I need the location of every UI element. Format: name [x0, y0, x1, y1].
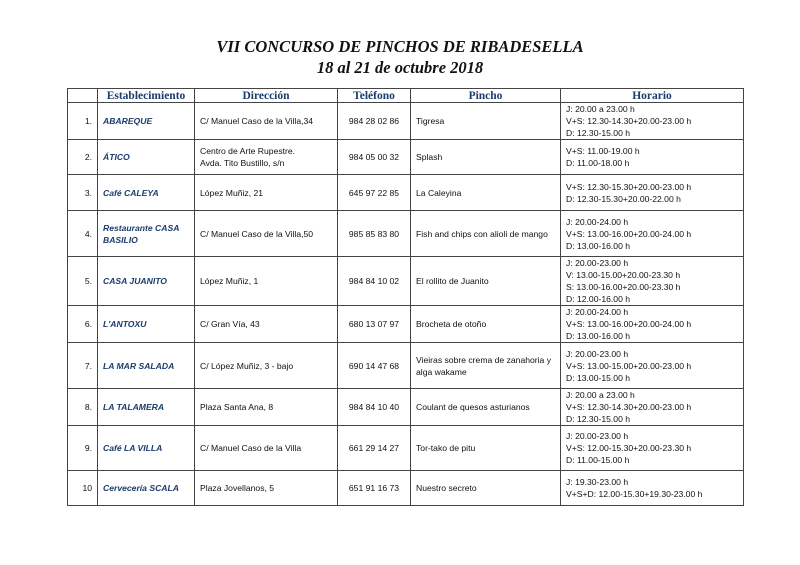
header-telefono: Teléfono	[338, 89, 411, 103]
row-number: 8.	[68, 389, 98, 426]
direccion-cell	[195, 306, 338, 343]
establecimiento-name: ÁTICO	[103, 152, 130, 162]
horario-cell	[561, 175, 744, 211]
direccion-cell	[195, 140, 338, 175]
pincho-cell	[411, 211, 561, 257]
telefono-cell: 680 13 07 97	[338, 306, 411, 343]
pincho-cell	[411, 257, 561, 306]
document-subtitle: 18 al 21 de octubre 2018	[316, 58, 484, 77]
horario-line: J: 20.00-23.00 h	[566, 348, 629, 359]
direccion-line: Centro de Arte Rupestre.	[200, 146, 296, 156]
pincho-cell	[411, 175, 561, 211]
establecimiento-name: LA TALAMERA	[103, 402, 165, 412]
horario-line: V+S: 12.30-14.30+20.00-23.00 h	[566, 116, 692, 126]
pincho-line: El rollito de Juanito	[416, 276, 489, 286]
horario-line: D: 12.30-15.00 h	[566, 128, 631, 138]
horario-line: D: 12.30-15.00 h	[566, 414, 631, 424]
telefono-cell: 690 14 47 68	[338, 343, 411, 389]
horario-line: V+S: 13.00-16.00+20.00-24.00 h	[566, 228, 692, 239]
horario-line: D: 13.00-16.00 h	[566, 240, 631, 251]
direccion-line: C/ Manuel Caso de la Villa,34	[200, 116, 314, 126]
establecimiento-cell	[98, 389, 195, 426]
table-row	[68, 343, 744, 389]
direccion-cell	[195, 211, 338, 257]
pincho-line: Tor-tako de pitu	[416, 443, 476, 453]
row-number: 10	[68, 471, 98, 506]
header-establecimiento: Establecimiento	[98, 89, 195, 103]
telefono-cell: 984 84 10 02	[338, 257, 411, 306]
horario-line: D: 11.00-18.00 h	[566, 158, 630, 168]
row-number: 9.	[68, 426, 98, 471]
horario-line: J: 20.00-24.00 h	[566, 216, 629, 227]
direccion-cell	[195, 103, 338, 140]
telefono-cell: 984 84 10 40	[338, 389, 411, 426]
direccion-cell	[195, 426, 338, 471]
horario-line: J: 20.00-23.00 h	[566, 258, 629, 268]
direccion-cell	[195, 257, 338, 306]
telefono-cell: 984 28 02 86	[338, 103, 411, 140]
horario-cell	[561, 343, 744, 389]
horario-line: D: 13.00-15.00 h	[566, 372, 631, 383]
pincho-cell	[411, 306, 561, 343]
direccion-line: Avda. Tito Bustillo, s/n	[200, 158, 285, 168]
table-row	[68, 306, 744, 343]
pincho-cell	[411, 389, 561, 426]
horario-line: S: 13.00-16.00+20.00-23.30 h	[566, 282, 681, 292]
direccion-cell	[195, 471, 338, 506]
direccion-cell	[195, 175, 338, 211]
horario-cell	[561, 257, 744, 306]
establecimiento-name: Cervecería SCALA	[103, 483, 179, 493]
table-row	[68, 103, 744, 140]
establecimiento-name: L'ANTOXU	[103, 319, 147, 329]
telefono-cell: 661 29 14 27	[338, 426, 411, 471]
table-header-row	[68, 89, 744, 103]
direccion-line: Plaza Santa Ana, 8	[200, 402, 274, 412]
establecimiento-cell	[98, 103, 195, 140]
direccion-line: C/ Gran Vía, 43	[200, 319, 260, 329]
pincho-cell	[411, 471, 561, 506]
horario-line: J: 20.00 a 23.00 h	[566, 390, 635, 400]
establecimiento-cell	[98, 426, 195, 471]
horario-cell	[561, 103, 744, 140]
table-row	[68, 211, 744, 257]
header-horario: Horario	[561, 89, 744, 103]
horario-line: V+S: 11.00-19.00 h	[566, 146, 640, 156]
row-number: 2.	[68, 140, 98, 175]
pincho-line: La Caleyina	[416, 187, 462, 198]
horario-line: J: 20.00 a 23.00 h	[566, 104, 635, 114]
table-body	[68, 103, 744, 506]
pincho-line: Fish and chips con alioli de mango	[416, 228, 548, 239]
establecimiento-cell	[98, 175, 195, 211]
horario-line: J: 19.30-23.00 h	[566, 477, 629, 487]
header-number	[68, 89, 98, 103]
row-number: 4.	[68, 211, 98, 257]
pincho-cell	[411, 426, 561, 471]
row-number: 5.	[68, 257, 98, 306]
establecimiento-cell	[98, 471, 195, 506]
establecimiento-cell	[98, 343, 195, 389]
pinchos-table	[67, 88, 744, 506]
pincho-line: Brocheta de otoño	[416, 319, 487, 329]
header-direccion: Dirección	[195, 89, 338, 103]
establecimiento-name: LA MAR SALADA	[103, 360, 175, 371]
pincho-line: Vieiras sobre crema de zanahoria y	[416, 354, 552, 365]
establecimiento-cell	[98, 306, 195, 343]
establecimiento-name: Restaurante CASA	[103, 222, 180, 233]
table-row	[68, 426, 744, 471]
direccion-line: Plaza Jovellanos, 5	[200, 483, 275, 493]
establecimiento-name: CASA JUANITO	[103, 276, 167, 286]
horario-cell	[561, 389, 744, 426]
direccion-line: López Muñiz, 21	[200, 187, 264, 198]
establecimiento-name: ABAREQUE	[103, 116, 153, 126]
row-number: 1.	[68, 103, 98, 140]
pincho-cell	[411, 343, 561, 389]
document-title: VII CONCURSO DE PINCHOS DE RIBADESELLA	[216, 37, 584, 56]
table-row	[68, 257, 744, 306]
direccion-cell	[195, 343, 338, 389]
horario-cell	[561, 471, 744, 506]
pincho-line: alga wakame	[416, 366, 467, 377]
horario-cell	[561, 426, 744, 471]
horario-line: V+S: 12.00-15.30+20.00-23.30 h	[566, 443, 692, 453]
document-title-block	[0, 36, 800, 78]
horario-line: D: 12.30-15.30+20.00-22.00 h	[566, 193, 681, 204]
horario-line: D: 11.00-15.00 h	[566, 455, 630, 465]
horario-cell	[561, 306, 744, 343]
horario-line: D: 13.00-16.00 h	[566, 331, 631, 341]
horario-line: V: 13.00-15.00+20.00-23.30 h	[566, 270, 681, 280]
row-number: 3.	[68, 175, 98, 211]
header-pincho: Pincho	[411, 89, 561, 103]
telefono-cell: 985 85 83 80	[338, 211, 411, 257]
establecimiento-name: Café CALEYA	[103, 187, 159, 198]
horario-line: J: 20.00-24.00 h	[566, 307, 629, 317]
telefono-cell: 651 91 16 73	[338, 471, 411, 506]
telefono-cell: 645 97 22 85	[338, 175, 411, 211]
horario-cell	[561, 211, 744, 257]
direccion-line: C/ López Muñiz, 3 - bajo	[200, 360, 294, 371]
row-number: 7.	[68, 343, 98, 389]
row-number: 6.	[68, 306, 98, 343]
horario-line: V+S: 12.30-14.30+20.00-23.00 h	[566, 402, 692, 412]
table-row	[68, 471, 744, 506]
pincho-line: Tigresa	[416, 116, 445, 126]
horario-line: D: 12.00-16.00 h	[566, 294, 631, 304]
establecimiento-cell	[98, 211, 195, 257]
direccion-line: C/ Manuel Caso de la Villa	[200, 443, 302, 453]
table-row	[68, 140, 744, 175]
table-row	[68, 389, 744, 426]
horario-line: J: 20.00-23.00 h	[566, 431, 629, 441]
establecimiento-name: Café LA VILLA	[103, 443, 163, 453]
pincho-line: Nuestro secreto	[416, 483, 477, 493]
direccion-line: López Muñiz, 1	[200, 276, 259, 286]
pincho-line: Coulant de quesos asturianos	[416, 402, 530, 412]
horario-line: V+S+D: 12.00-15.30+19.30-23.00 h	[566, 489, 703, 499]
horario-line: V+S: 13.00-16.00+20.00-24.00 h	[566, 319, 692, 329]
pincho-line: Splash	[416, 152, 443, 162]
direccion-cell	[195, 389, 338, 426]
pincho-cell	[411, 103, 561, 140]
telefono-cell: 984 05 00 32	[338, 140, 411, 175]
direccion-line: C/ Manuel Caso de la Villa,50	[200, 228, 314, 239]
horario-cell	[561, 140, 744, 175]
table-row	[68, 175, 744, 211]
establecimiento-cell	[98, 257, 195, 306]
horario-line: V+S: 13.00-15.00+20.00-23.00 h	[566, 360, 692, 371]
establecimiento-name: BASILIO	[103, 234, 138, 245]
horario-line: V+S: 12.30-15.30+20.00-23.00 h	[566, 181, 692, 192]
establecimiento-cell	[98, 140, 195, 175]
pincho-cell	[411, 140, 561, 175]
